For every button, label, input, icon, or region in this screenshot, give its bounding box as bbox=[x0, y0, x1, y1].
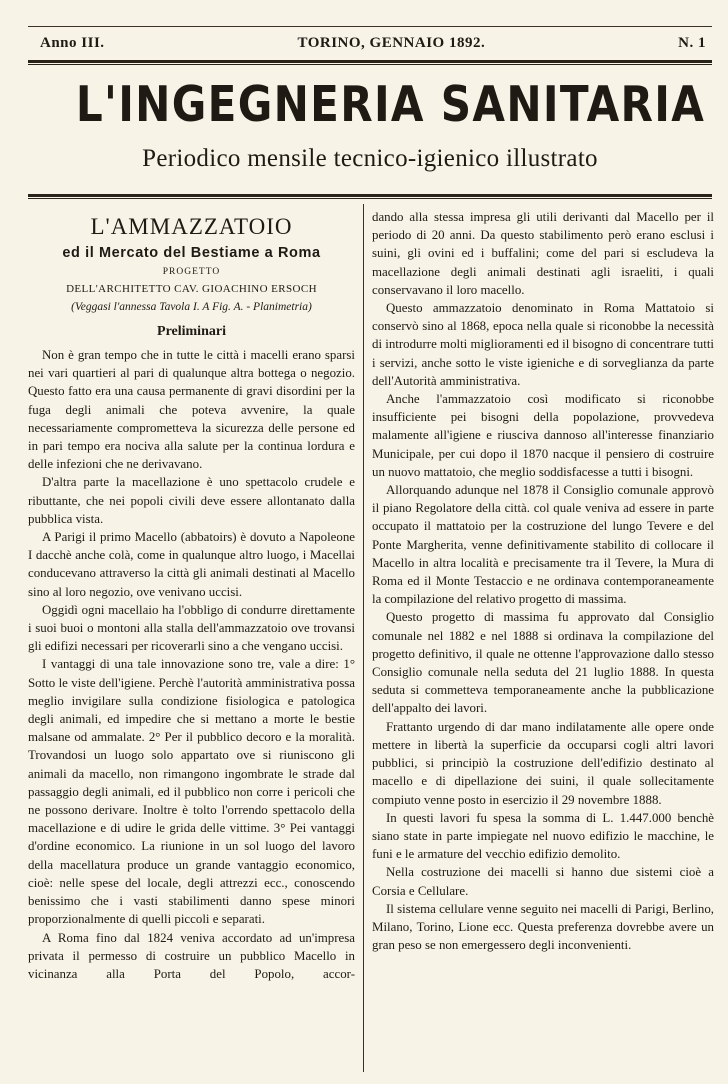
paragraph: A Parigi il primo Macello (abbatoirs) è dovuto a Napoleone I dacchè anche colà, come in qualunque altro luogo, i Macellai conducevano attraverso la città gli animali destinati al Macello sino al loro negozio, ove venivano uccisi. bbox=[28, 530, 355, 599]
masthead-rule-upper bbox=[28, 60, 712, 65]
paragraph: Anche l'ammazzatoio così modificato si riconobbe insufficiente pei bisogni della popolazione, provvedeva malamente all'igiene e riusciva dannoso all'interesse finanziario Municipale, per cui dopo il 1870 nacque il pensiero di costruire un nuovo mattatoio, che meglio soddisfacesse a tutti i bisogni. bbox=[372, 392, 714, 479]
paragraph: dando alla stessa impresa gli utili derivanti dal Macello per il periodo di 20 anni. Da questo stabilimento però erano esclusi i suini, gli ovini ed i buffalini; come del pari si escludeva la macellazione degli animali destinati agli israeliti, i quali conservavano il loro macello. bbox=[372, 210, 714, 297]
column-divider bbox=[363, 204, 364, 1072]
paragraph: Oggidì ogni macellaio ha l'obbligo di condurre direttamente i suoi buoi o montoni alla stalla dell'ammazzatoio ove trovansi gli edifizi necessari per ricoverarli sino a che vengano uccisi. bbox=[28, 602, 355, 654]
issue-number: N. 1 bbox=[678, 34, 706, 51]
paragraph: Questo progetto di massima fu approvato dal Consiglio comunale nel 1882 e nel 1888 si ordinava la compilazione del progetto definitivo, il quale ne ottenne l'approvazione dallo stesso Consiglio comunale nella seduta del 21 luglio 1888. In questa seduta si commetteva temporaneamente anche la pubblicazione dell'appalto dei lavori. bbox=[372, 610, 714, 716]
article-label: PROGETTO bbox=[162, 267, 221, 277]
article-author: DELL'ARCHITETTO CAV. GIOACHINO ERSOCH bbox=[66, 283, 317, 295]
paragraph: I vantaggi di una tale innovazione sono tre, vale a dire: 1° Sotto le viste dell'igiene. Perchè l'autorità amministrativa possa meglio invigilare sulla condizione fisiologica e patologica degli animali, ed impedire che si mettano a morte le bestie malsane od ammalate. 2° Per il pubblico decoro e la moralità. Trovandosi un luogo solo appartato ove si riuniscono gli animali da macello, non rimangono ingombrate le strade dal passaggio degli animali, ed il pubblico non corre i pericoli che ne possono derivare. Inoltre è tolto l'orrendo spettacolo della macellazione e di udire le grida delle vittime. 3° Pei vantaggi d'ordine economico. La riunione in un sol luogo del lavoro della macellatura produce un grande vantaggio economico, cioè: nelle spese del locale, degli attrezzi ecc., conoscendo benissimo che i vasti stabilimenti danno spese minori proporzionalmente di quelli piccoli e separati. bbox=[28, 657, 355, 927]
left-column bbox=[28, 208, 355, 983]
paragraph: In questi lavori fu spesa la somma di L. 1.447.000 benchè siano state in parte impiegate nel nuovo edifizio le macchine, le funi e le armature del vecchio edifizio demolito. bbox=[372, 810, 714, 862]
masthead-info-line bbox=[40, 32, 706, 54]
paragraph: Nella costruzione dei macelli si hanno due sistemi cioè a Corsia e Cellulare. bbox=[372, 865, 714, 898]
article-title: L'AMMAZZATOIO bbox=[90, 214, 293, 239]
paragraph: Allorquando adunque nel 1878 il Consiglio comunale approvò il piano Regolatore della città. col quale veniva ad essere in parte occupato il mattatoio per la costruzione del lungo Tevere e del Ponte Margherita, venne definitivamente stabilito di collocare il Macello in altra località e precisamente tra il Tevere, la Mura di Roma ed il Monte Testaccio e ne ordinava contemporaneamente la compilazione del relativo progetto di massima. bbox=[372, 483, 714, 607]
issue-year: Anno III. bbox=[40, 34, 105, 51]
masthead-rule-lower bbox=[28, 194, 712, 199]
paragraph: D'altra parte la macellazione è uno spettacolo crudele e ributtante, che nei popoli civili deve essere allontanato dalla pubblica vista. bbox=[28, 475, 355, 526]
section-heading: Preliminari bbox=[157, 324, 226, 339]
top-rule bbox=[28, 26, 712, 27]
paragraph: Questo ammazzatoio denominato in Roma Mattatoio si conservò sino al 1868, epoca nella quale si riconobbe la necessità di introdurre molti miglioramenti ed il bisogno di concentrare tutti i servizi, anche sotto le viste igieniche e di sorveglianza da parte dell'Autorità amministrativa. bbox=[372, 301, 714, 388]
paragraph: Il sistema cellulare venne seguito nei macelli di Parigi, Berlino, Milano, Torino, Lione ecc. Questa preferenza dovrebbe avere un gran peso se non emergessero degli inconvenienti. bbox=[372, 901, 714, 953]
place-date: TORINO, GENNAIO 1892. bbox=[297, 34, 486, 51]
article-note: (Veggasi l'annessa Tavola I. A Fig. A. - Planimetria) bbox=[71, 301, 312, 313]
paragraph: Frattanto urgendo di dar mano indilatamente alle opere onde mettere in libertà la superficie da occuparsi cogli altri lavori pubblici, si principiò la costruzione dell'edifizio destinato al macello e di dipellazione dei suini, il quale sollecitamente compiuto venne posto in esercizio il 29 novembre 1888. bbox=[372, 719, 714, 807]
right-column bbox=[372, 208, 714, 954]
newspaper-subtitle: Periodico mensile tecnico-igienico illustrato bbox=[142, 145, 598, 172]
article-subtitle: ed il Mercato del Bestiame a Roma bbox=[62, 245, 321, 261]
paragraph: Non è gran tempo che in tutte le città i macelli erano sparsi nei vari quartieri al pari di qualunque altra bottega o negozio. Questo fatto era una causa permanente di gravi disordini per la fuga degli animali che poteva avvenire, la quale necessariamente comprometteva la sicurezza delle persone ed in pari tempo era nociva alla salute per la continua lordura e delle infezioni che ne derivavano. bbox=[28, 348, 355, 472]
newspaper-title: L'INGEGNERIA SANITARIA bbox=[75, 76, 706, 133]
paragraph: A Roma fino dal 1824 veniva accordato ad un'impresa privata il permesso di costruire un pubblico Macello in vicinanza alla Porta del Popolo, accor- bbox=[28, 930, 355, 981]
